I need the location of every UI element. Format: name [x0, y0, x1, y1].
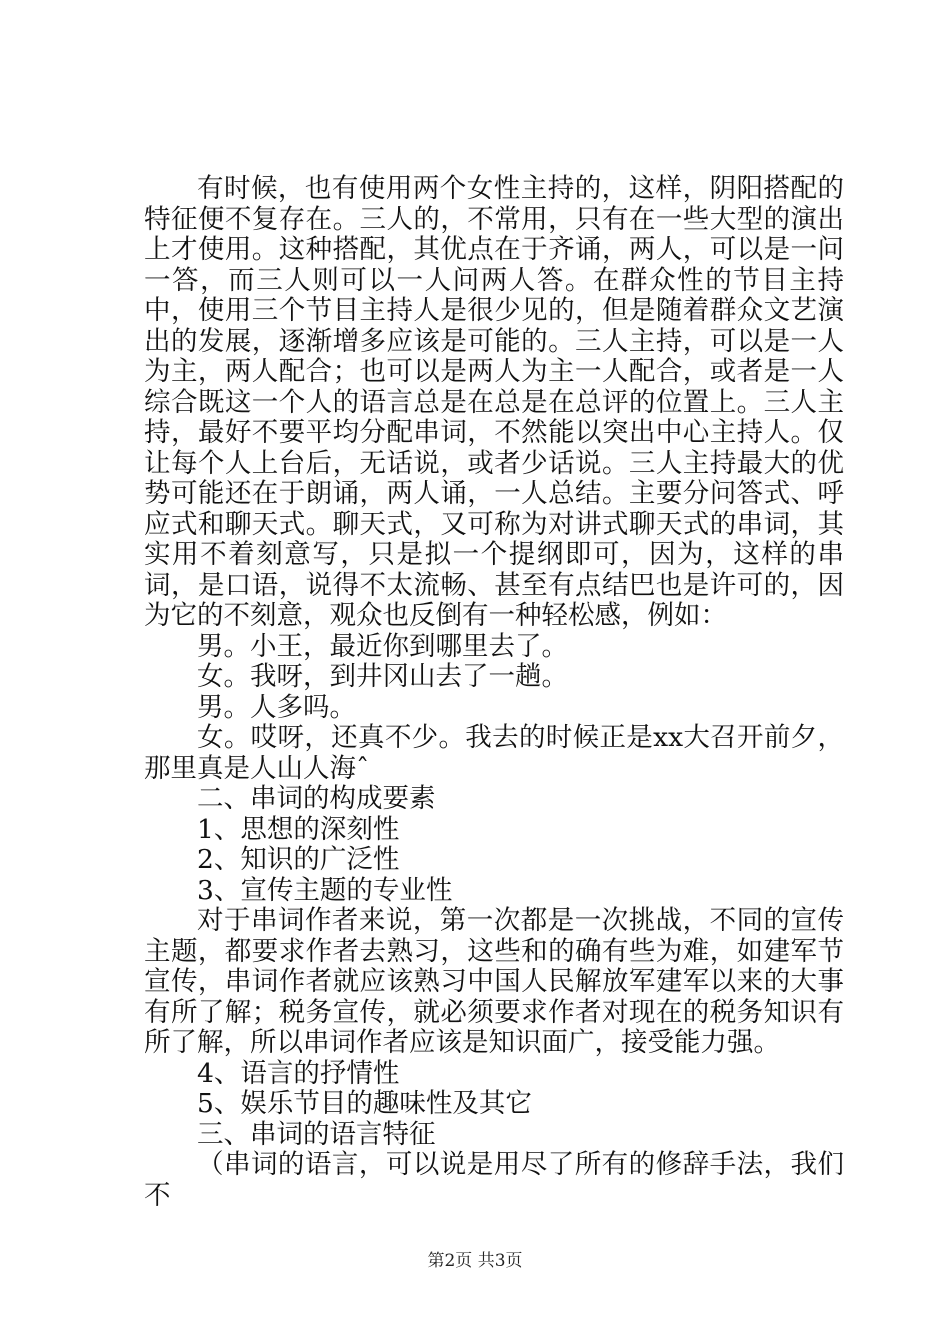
section-heading-language: 三、串词的语言特征: [197, 1118, 436, 1150]
paragraph-language-intro: （串词的语言，可以说是用尽了所有的修辞手法，我们不: [144, 1149, 844, 1211]
page-footer: 第2页 共3页: [427, 1251, 523, 1271]
dialogue-line-male-2: 男。人多吗。: [197, 691, 356, 723]
list-item-professionalism: 3、宣传主题的专业性: [197, 874, 453, 906]
dialogue-line-male-1: 男。小王，最近你到哪里去了。: [197, 630, 568, 662]
dialogue-line-female-1: 女。我呀，到井冈山去了一趟。: [197, 661, 568, 692]
dialogue-line-female-2: 女。哎呀，还真不少。我去的时候正是xx大召开前夕，那里真是人山人海ˆ: [144, 722, 844, 784]
list-item-depth: 1、思想的深刻性: [197, 813, 400, 845]
document-body: [144, 174, 844, 1211]
paragraph-author-challenge: 对于串词作者来说，第一次都是一次挑战，不同的宣传主题，都要求作者去熟习，这些和的确有些为难，如建军节宣传，串词作者就应该熟习中国人民解放军建军以来的大事有所了解；税务宣传，就必须要求作者对现在的税务知识有所了解，所以串词作者应该是知识面广，接受能力强。: [144, 905, 844, 1058]
list-item-lyricism: 4、语言的抒情性: [197, 1057, 400, 1089]
section-heading-elements: 二、串词的构成要素: [197, 783, 436, 814]
paragraph-hosting-combinations: 有时候，也有使用两个女性主持的，这样，阴阳搭配的特征便不复存在。三人的，不常用，只有在一些大型的演出上才使用。这种搭配，其优点在于齐诵，两人，可以是一问一答，而三人则可以一人问两人答。在群众性的节目主持中，使用三个节目主持人是很少见的，但是随着群众文艺演出的发展，逐渐增多应该是可能的。三人主持，可以是一人为主，两人配合；也可以是两人为主一人配合，或者是一人综合既这一个人的语言总是在总是在总评的位置上。三人主持，最好不要平均分配串词，不然能以突出中心主持人。仅让每个人上台后，无话说，或者少话说。三人主持最大的优势可能还在于朗诵，两人诵，一人总结。主要分问答式、呼应式和聊天式。聊天式，又可称为对讲式聊天式的串词，其实用不着刻意写，只是拟一个提纲即可，因为，这样的串词，是口语，说得不太流畅、甚至有点结巴也是许可的，因为它的不刻意，观众也反倒有一种轻松感，例如：: [144, 173, 844, 631]
list-item-entertainment: 5、娱乐节目的趣味性及其它: [197, 1088, 532, 1119]
list-item-breadth: 2、知识的广泛性: [197, 844, 400, 875]
